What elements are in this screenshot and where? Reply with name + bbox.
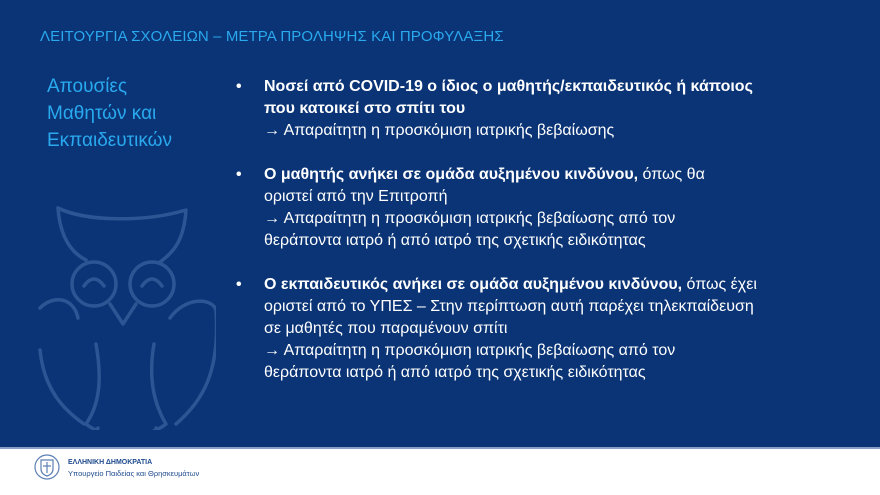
bullet-requirement-text: θεράποντα ιατρό ή από ιατρό της σχετικής ειδικότητας — [264, 232, 646, 249]
bullet-requirement-text: θεράποντα ιατρό ή από ιατρό της σχετικής ειδικότητας — [264, 364, 646, 381]
bullet-text: οριστεί από το ΥΠΕΣ – Στην περίπτωση αυτή παρέχει τηλεκπαίδευση — [264, 298, 754, 315]
bullet-marker: • — [236, 78, 242, 95]
bullet-text: σε μαθητές που παραμένουν σπίτι — [264, 320, 508, 337]
bullet-bold-text: Νοσεί από COVID-19 ο ίδιος ο μαθητής/εκπαιδευτικός ή κάποιος — [264, 78, 753, 95]
bullet-text: όπως θα — [638, 166, 705, 183]
bullet-requirement-text: → Απαραίτητη η προσκόμιση ιατρικής βεβαίωσης από τον — [264, 342, 676, 359]
section-title-line: Εκπαιδευτικών — [47, 130, 172, 151]
bullet-list — [236, 76, 866, 406]
bullet-text: όπως έχει — [682, 276, 757, 293]
bullet-requirement-text: → Απαραίτητη η προσκόμιση ιατρικής βεβαίωσης από τον — [264, 210, 676, 227]
bullet-bold-text: Ο εκπαιδευτικός ανήκει σε ομάδα αυξημένου κινδύνου, — [264, 276, 683, 293]
bullet-item — [236, 76, 866, 142]
footer-divider — [0, 447, 880, 449]
bullet-requirement-text: → Απαραίτητη η προσκόμιση ιατρικής βεβαίωσης — [264, 122, 615, 139]
section-title-line: Μαθητών και — [47, 103, 157, 124]
owl-watermark-icon — [36, 200, 216, 430]
greek-coat-of-arms-icon — [34, 454, 60, 480]
bullet-item — [236, 274, 866, 384]
bullet-marker: • — [236, 166, 242, 183]
footer-ministry-label: Υπουργείο Παιδείας και Θρησκευμάτων — [68, 469, 200, 478]
bullet-bold-text: Ο μαθητής ανήκει σε ομάδα αυξημένου κινδύνου, — [264, 166, 639, 183]
bullet-text: οριστεί από την Επιτροπή — [264, 188, 448, 205]
bullet-item — [236, 164, 866, 252]
section-title — [47, 73, 172, 154]
footer-republic-label: ΕΛΛΗΝΙΚΗ ΔΗΜΟΚΡΑΤΙΑ — [68, 459, 153, 466]
slide-title: ΛΕΙΤΟΥΡΓΙΑ ΣΧΟΛΕΙΩΝ – ΜΕΤΡΑ ΠΡΟΛΗΨΗΣ ΚΑΙ ΠΡΟΦΥΛΑΞΗΣ — [40, 28, 504, 45]
bullet-bold-text: που κατοικεί στο σπίτι του — [264, 100, 466, 117]
section-title-line: Απουσίες — [47, 76, 128, 97]
bullet-marker: • — [236, 276, 242, 293]
